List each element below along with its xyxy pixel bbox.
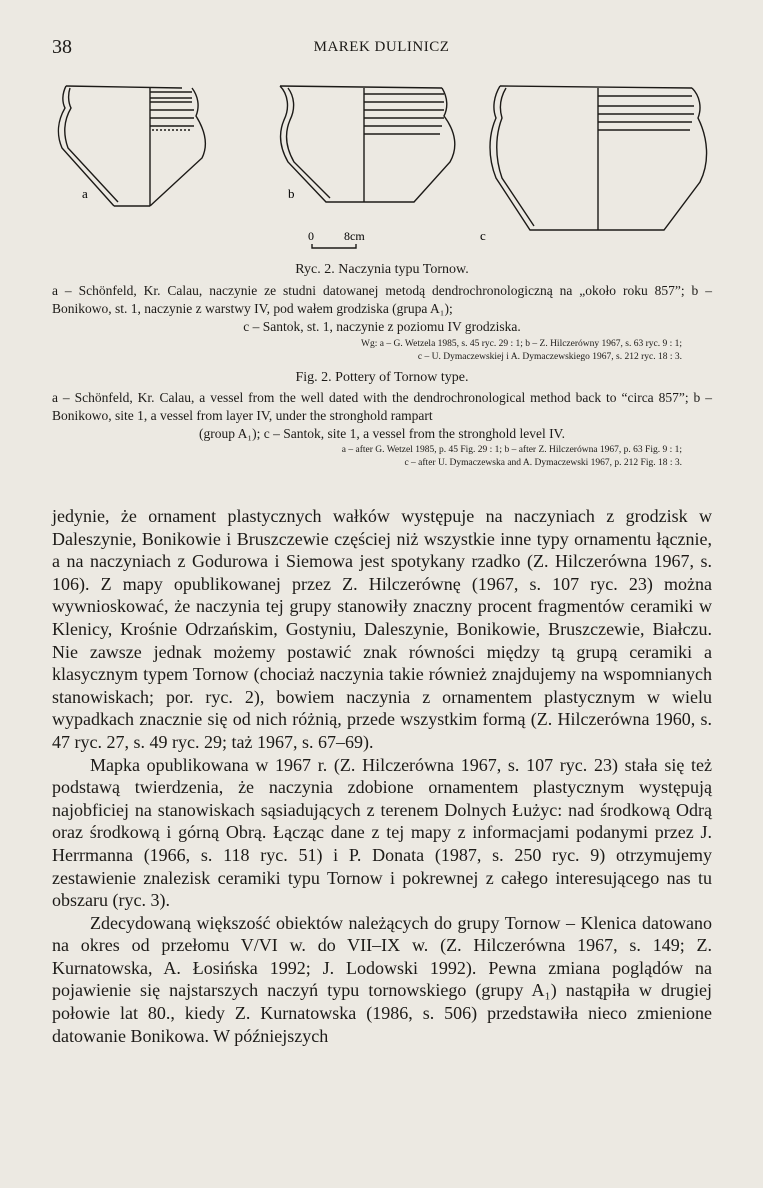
- scale-end: 8cm: [344, 229, 365, 243]
- paragraph-1: jedynie, że ornament plastycznych wałków występuje na naczyniach z grodzisk w Daleszynie, Bonikowie i Bruszczewie częściej niż wszystkie inne typy ornamentu łącznie, a na naczyniach z Godurowa i Siemowa jest spotykany rzadko (Z. Hilczerówna 1967, s. 106). Z mapy opublikowanej przez Z. Hilczerównę (1967, s. 107 ryc. 23) można wywnioskować, że naczynia tej grupy stanowiły znaczny procent fragmentów ceramiki w Klenicy, Krośnie Odrzańskim, Gostyniu, Daleszynie, Bonikowie, Bruszczewie, Białczu. Nie zawsze jednak możemy postawić znak równości między tą grupą ceramiki a klasycznym typem Tornow (chociaż naczynia takie również znajdujemy na wspomnianych stanowiskach; por. ryc. 2), bowiem naczynia z ornamentem plastycznym w wielu wypadkach znacznie się od nich różnią, przede wszystkim formą (Z. Hilczerówna 1960, s. 47 ryc. 27, s. 49 ryc. 29; taż 1967, s. 67–69).: [52, 506, 712, 752]
- caption-pl-source: [52, 338, 712, 364]
- vessel-a-drawing: [58, 86, 205, 206]
- label-b: b: [288, 186, 295, 201]
- caption-pl-text: a – Schönfeld, Kr. Calau, naczynie ze studni datowanej metodą dendrochronologiczną na „około roku 857”; b – Bonikowo, st. 1, naczynie z warstwy IV, pod wałem grodziska (grupa A₁);: [52, 283, 712, 316]
- label-c: c: [480, 228, 486, 243]
- caption-en-source: [52, 444, 712, 470]
- label-a: a: [82, 186, 88, 201]
- page-number: 38: [52, 36, 72, 58]
- page-header: [52, 36, 711, 60]
- paragraph-2: Mapka opublikowana w 1967 r. (Z. Hilczerówna 1967, s. 107 ryc. 23) stała się też podstawą twierdzenia, że naczynia zdobione ornamentem plastycznym występują najobficiej na stanowiskach sąsiadujących z terenem Dolnych Łużyc: nad środkową Odrą oraz środkową i górną Obrą. Łącząc dane z tej mapy z informacjami podanymi przez J. Herrmanna (1966, s. 118 ryc. 51) i P. Donata (1987, s. 250 ryc. 9) otrzymujemy zestawienie znalezisk ceramiki typu Tornow i pokrewnej z całego interesującego nas tu obszaru (ryc. 3).: [52, 754, 712, 911]
- scale-bar: [312, 244, 356, 248]
- running-head: MAREK DULINICZ: [313, 39, 450, 55]
- source-pl-line-2: c – U. Dymaczewskiej i A. Dymaczewskiego 1967, s. 212 ryc. 18 : 3.: [417, 352, 682, 362]
- vessel-c-drawing: [490, 86, 707, 230]
- body-text: [52, 505, 712, 1047]
- source-en-line-1: a – after G. Wetzel 1985, p. 45 Fig. 29 : 1; b – after Z. Hilczerówna 1967, p. 63 Fig. 9 : 1;: [341, 445, 682, 455]
- caption-pl-title: Ryc. 2. Naczynia typu Tornow.: [295, 262, 469, 277]
- caption-en-last: (group A₁); c – Santok, site 1, a vessel from the stronghold level IV.: [199, 426, 565, 441]
- pottery-figure: [52, 72, 712, 260]
- vessel-b-drawing: [280, 86, 455, 202]
- caption-pl-last: c – Santok, st. 1, naczynie z poziomu IV grodziska.: [243, 319, 521, 334]
- paragraph-3: Zdecydowaną większość obiektów należących do grupy Tornow – Klenica datowano na okres od przełomu V/VI w. do VII–IX w. (Z. Hilczerówna 1967, s. 149; Z. Kurnatowska, A. Łosińska 1992; J. Lodowski 1992). Pewna zmiana poglądów na pojawienie się najstarszych naczyń typu tornowskiego (grupy A₁) nastąpiła w drugiej połowie lat 80., kiedy Z. Kurnatowska (1986, s. 506) przedstawiła nieco zmienione datowanie Bonikowa. W późniejszych: [52, 912, 712, 1046]
- source-pl-line-1: Wg: a – G. Wetzela 1985, s. 45 ryc. 29 : 1; b – Z. Hilczerówny 1967, s. 63 ryc. 9 : 1;: [361, 339, 682, 349]
- caption-pl-body: [52, 282, 712, 336]
- caption-en-text: a – Schönfeld, Kr. Calau, a vessel from the well dated with the dendrochronological method back to “circa 857”; b – Bonikowo, site 1, a vessel from layer IV, under the stronghold rampart: [52, 390, 712, 423]
- caption-en-body: [52, 389, 712, 443]
- source-en-line-2: c – after U. Dymaczewska and A. Dymaczewski 1967, p. 212 Fig. 18 : 3.: [404, 458, 682, 468]
- caption-en-title: Fig. 2. Pottery of Tornow type.: [295, 370, 469, 385]
- scale-zero: 0: [308, 229, 314, 243]
- pottery-drawings: [52, 72, 712, 260]
